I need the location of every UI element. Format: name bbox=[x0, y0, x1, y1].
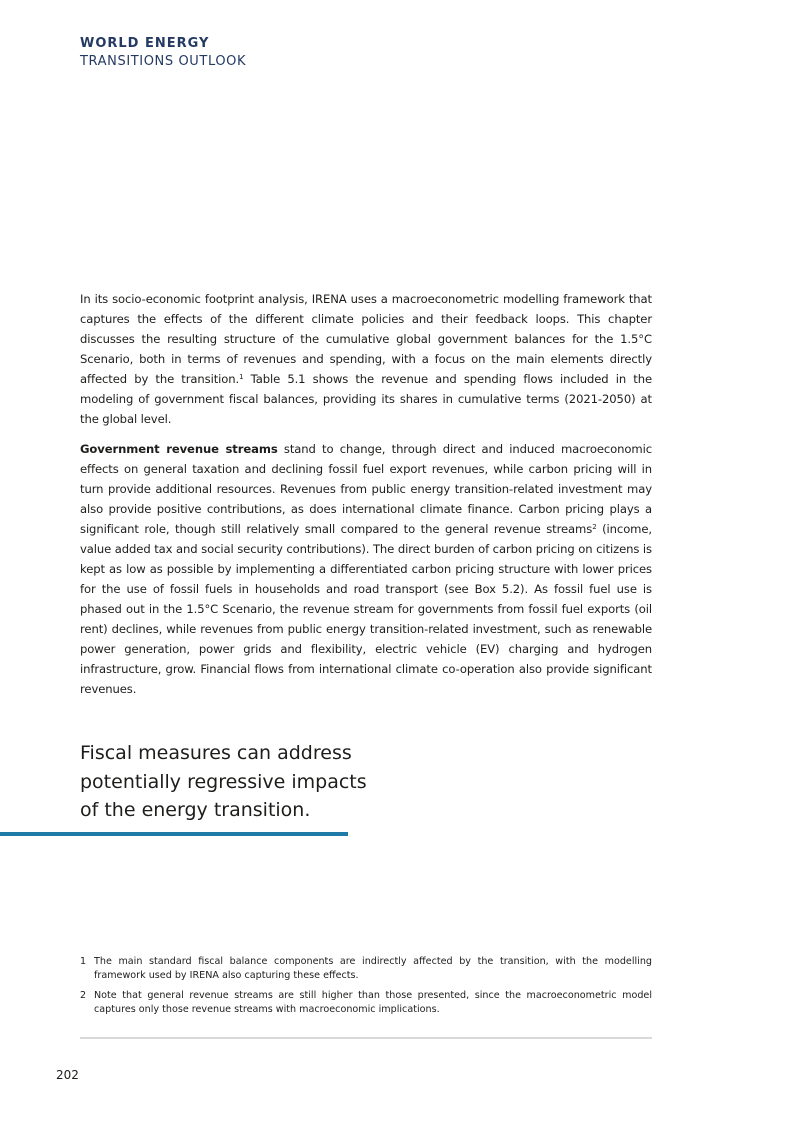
footnote-divider bbox=[80, 1037, 652, 1039]
paragraph-2 bbox=[80, 439, 652, 699]
footnote-text: Note that general revenue streams are still higher than those presented, since the macroeconometric model captures only those revenue streams with macroeconomic implications. bbox=[94, 990, 652, 1015]
footnote-1 bbox=[80, 955, 652, 983]
footnote-ref-1: 1 bbox=[239, 373, 244, 381]
main-text bbox=[80, 289, 652, 709]
pull-quote: Fiscal measures can address potentially regressive impacts of the energy transition. bbox=[80, 742, 367, 821]
pull-quote-accent-bar bbox=[0, 832, 348, 836]
page-number: 202 bbox=[56, 1068, 79, 1082]
footnote-text: The main standard fiscal balance components are indirectly affected by the transition, with the modelling framework used by IRENA also capturing these effects. bbox=[94, 956, 652, 981]
footnotes bbox=[80, 955, 652, 1023]
paragraph-1 bbox=[80, 289, 652, 429]
footnote-ref-2: 2 bbox=[592, 523, 597, 531]
paragraph-1-text: In its socio-economic footprint analysis, IRENA uses a macroeconometric modelling framework that captures the effects of the different climate policies and their feedback loops. This chapter discusses the resulting structure of the cumulative global government balances for the 1.5°C Scenario, both in terms of revenues and spending, with a focus on the main elements directly affected by the transition. bbox=[80, 292, 652, 386]
footnote-number: 2 bbox=[80, 990, 87, 1001]
paragraph-2-text-cont: (income, value added tax and social security contributions). The direct burden of carbon pricing on citizens is kept as low as possible by implementing a differentiated carbon pricing structure with lower prices for the use of fossil fuels in households and road transport (see Box 5.2). As fossil fuel use is phased out in the 1.5°C Scenario, the revenue stream for governments from fossil fuel exports (oil rent) declines, while revenues from public energy transition-related investment, such as renewable power generation, power grids and flexibility, electric vehicle (EV) charging and hydrogen infrastructure, grow. Financial flows from international climate co-operation also provide significant revenues. bbox=[80, 522, 652, 696]
footnote-2 bbox=[80, 989, 652, 1017]
paragraph-2-text: stand to change, through direct and induced macroeconomic effects on general taxation and declining fossil fuel export revenues, while carbon pricing will in turn provide additional resources. Revenues from public energy transition-related investment may also provide positive contributions, as does international climate finance. Carbon pricing plays a significant role, though still relatively small compared to the general revenue streams bbox=[80, 442, 652, 536]
header-title: WORLD ENERGY bbox=[80, 36, 210, 51]
running-header bbox=[80, 35, 246, 71]
footnote-number: 1 bbox=[80, 956, 87, 967]
header-subtitle: TRANSITIONS OUTLOOK bbox=[80, 54, 247, 69]
paragraph-2-lead: Government revenue streams bbox=[80, 442, 278, 456]
paragraph-1-text-cont: Table 5.1 shows the revenue and spending flows included in the modeling of government fiscal balances, providing its shares in cumulative terms (2021-2050) at the global level. bbox=[80, 372, 653, 426]
